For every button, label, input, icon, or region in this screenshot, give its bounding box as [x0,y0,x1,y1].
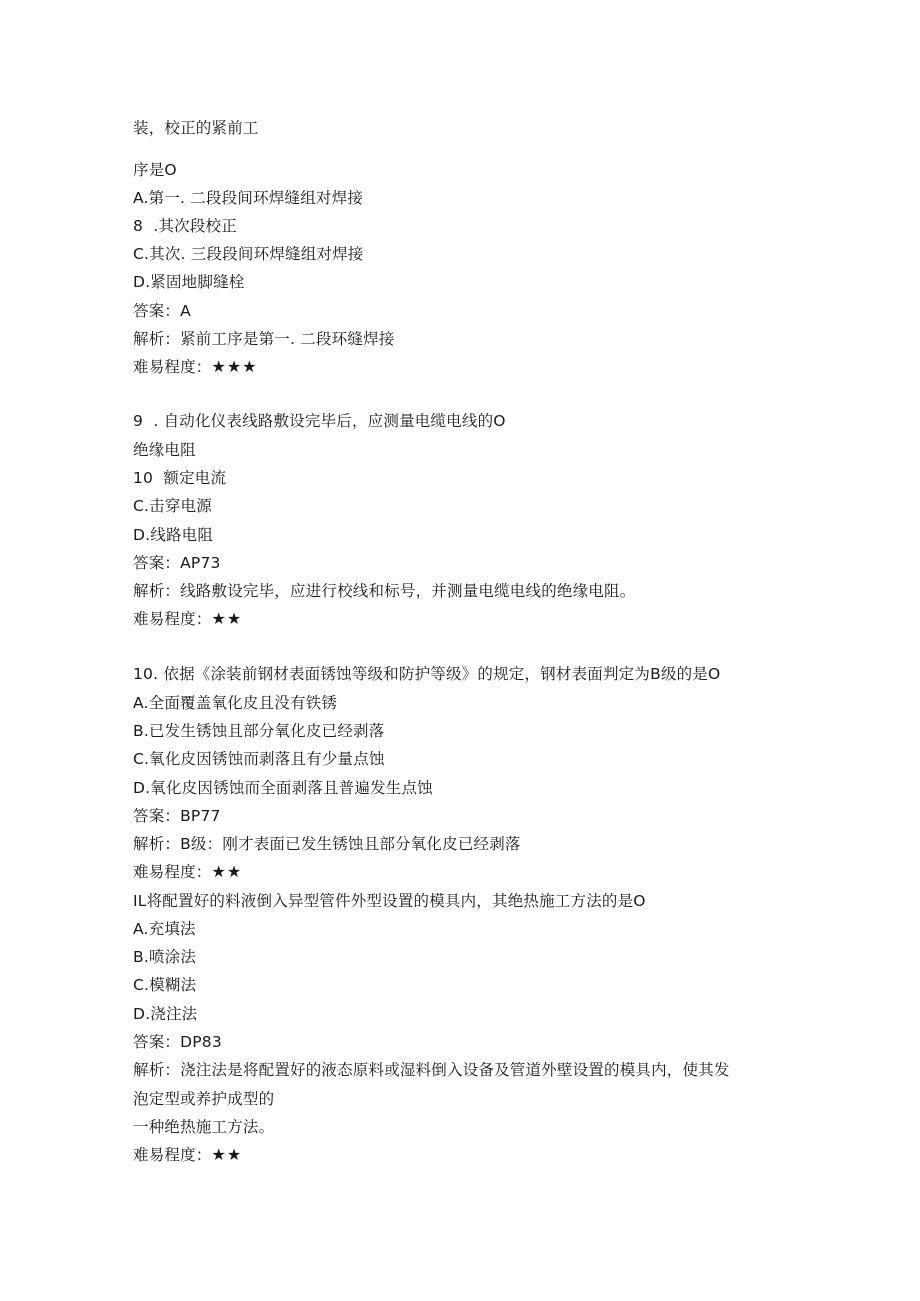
q9-difficulty-stars: ★★ [211,609,243,628]
q9-difficulty [133,609,242,629]
q11-difficulty-stars: ★★ [211,1145,243,1164]
q8-difficulty-label: 难易程度： [133,358,212,376]
q11-option-d: D.浇注法 [133,1005,198,1023]
q11-option-c: C.模糊法 [133,976,197,994]
q11-difficulty [133,1145,242,1165]
q11-answer: 答案：DP83 [133,1033,222,1051]
q11-analysis-line2: 泡定型或养护成型的 [133,1090,275,1108]
q8-option-a: A.第一. 二段段间环焊缝组对焊接 [133,189,364,207]
q10-difficulty-label: 难易程度： [133,863,212,881]
q10-option-a: A.全面覆盖氧化皮且没有铁锈 [133,694,338,712]
q10-option-b: B.已发生锈蚀且部分氧化皮已经剥落 [133,722,385,740]
q10-option-c: C.氧化皮因锈蚀而剥落且有少量点蚀 [133,750,385,768]
q11-analysis-line1: 解析：浇注法是将配置好的液态原料或湿料倒入设备及管道外壁设置的模具内，使其发 [133,1061,730,1079]
q10-difficulty-stars: ★★ [211,862,243,881]
q9-option-a: 绝缘电阻 [133,441,196,459]
q8-option-b: 8 .其次段校正 [133,217,237,235]
q10-answer: 答案：BP77 [133,807,221,825]
q8-difficulty [133,357,258,377]
q9-analysis: 解析：线路敷设完毕，应进行校线和标号，并测量电缆电线的绝缘电阻。 [133,582,636,600]
q11-option-b: B.喷涂法 [133,948,197,966]
q9-difficulty-label: 难易程度： [133,610,212,628]
q10-difficulty [133,862,242,882]
q9-option-c: C.击穿电源 [133,497,212,515]
q8-option-c: C.其次. 三段段间环焊缝组对焊接 [133,245,364,263]
q8-stem-line1: 装，校正的紧前工 [133,119,259,137]
q11-stem: IL将配置好的料液倒入异型管件外型设置的模具内，其绝热施工方法的是O [133,892,646,910]
q9-stem: 9 . 自动化仪表线路敷设完毕后，应测量电缆电线的O [133,412,506,430]
q8-option-d: D.紧固地脚缝栓 [133,273,245,291]
q10-stem: 10. 依据《涂装前钢材表面锈蚀等级和防护等级》的规定，钢材表面判定为B级的是O [133,665,721,683]
q11-option-a: A.充填法 [133,920,196,938]
q9-option-d: D.线路电阻 [133,526,214,544]
q8-difficulty-stars: ★★★ [211,357,258,376]
q8-stem-line2: 序是O [133,161,177,179]
q11-difficulty-label: 难易程度： [133,1146,212,1164]
q10-analysis: 解析：B级：刚才表面已发生锈蚀且部分氧化皮已经剥落 [133,835,521,853]
q9-answer: 答案：AP73 [133,554,221,572]
q11-analysis-line3: 一种绝热施工方法。 [133,1118,275,1136]
q10-option-d: D.氧化皮因锈蚀而全面剥落且普遍发生点蚀 [133,779,433,797]
q8-analysis: 解析：紧前工序是第一. 二段环缝焊接 [133,330,395,348]
q9-option-b: 10 额定电流 [133,469,227,487]
q8-answer: 答案：A [133,302,191,320]
